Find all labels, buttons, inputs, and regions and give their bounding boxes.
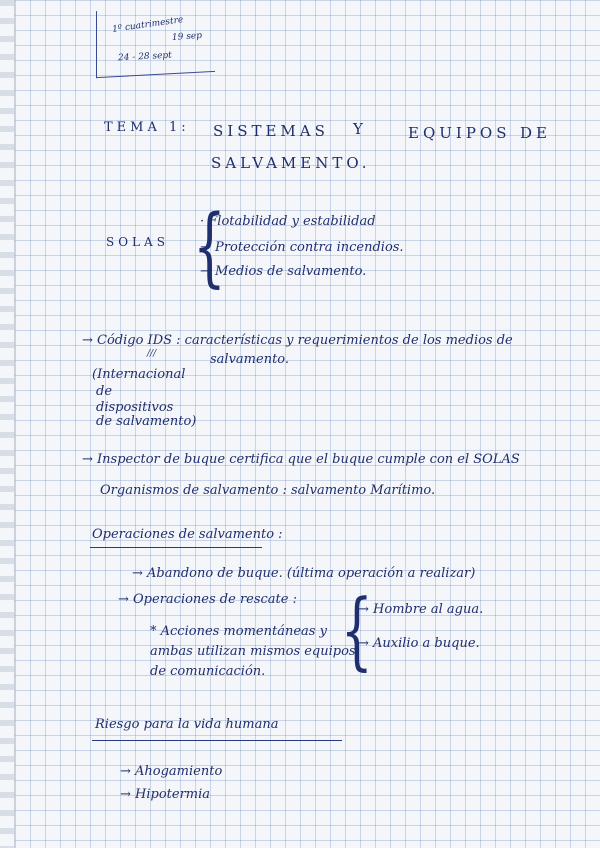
inspector-line: → Inspector de buque certifica que el buque cumple con el SOLAS [82,452,520,467]
solas-label: SOLAS [106,235,169,249]
riesgo-heading: Riesgo para la vida humana [95,717,279,732]
rescate-sub-item: → Auxilio a buque. [358,636,480,651]
ids-expansion: dispositivos [96,400,174,415]
riesgo-underline [92,740,342,741]
organismos-line: Organismos de salvamento : salvamento Marítimo. [100,483,436,498]
operaciones-note: de comunicación. [150,664,266,679]
solas-item: → Medios de salvamento. [200,264,367,279]
ids-equals-mark: /// [147,349,157,359]
tema-title-word-1: SISTEMAS [213,122,329,140]
semester-date: 19 sep [171,30,203,44]
solas-brace: { [192,197,226,297]
operaciones-heading: Operaciones de salvamento : [92,527,283,542]
solas-item: · Flotabilidad y estabilidad [200,214,376,229]
tema-title-word-4: DE [520,124,551,142]
operaciones-underline [90,547,262,548]
tema-label: TEMA 1: [104,120,190,135]
notebook-binding [0,0,15,848]
tema-title-word-5: SALVAMENTO. [211,154,371,172]
rescate-sub-item: → Hombre al agua. [358,602,484,617]
rescate-brace: { [340,581,373,679]
ids-expansion: de [96,384,113,399]
operaciones-note: ambas utilizan mismos equipos [150,644,356,659]
ids-expansion: (Internacional [92,367,186,382]
operaciones-item: → Operaciones de rescate : [118,592,297,607]
riesgo-item: → Ahogamiento [120,764,223,779]
dates-box [96,5,215,78]
tema-title-word-2: Y [353,120,367,138]
semester-label: 1º cuatrimestre [111,15,184,35]
operaciones-item: → Abandono de buque. (última operación a realizar) [132,566,476,581]
riesgo-item: → Hipotermia [120,787,211,802]
solas-item: → Protección contra incendios. [200,240,404,255]
ids-line: → Código IDS : características y requerimientos de los medios de [82,333,513,348]
week-dates: 24 - 28 sept [117,50,173,64]
operaciones-note: * Acciones momentáneas y [150,624,327,639]
ids-expansion: de salvamento) [96,414,197,429]
ids-line-cont: salvamento. [210,352,290,367]
tema-title-word-3: EQUIPOS [408,124,511,142]
